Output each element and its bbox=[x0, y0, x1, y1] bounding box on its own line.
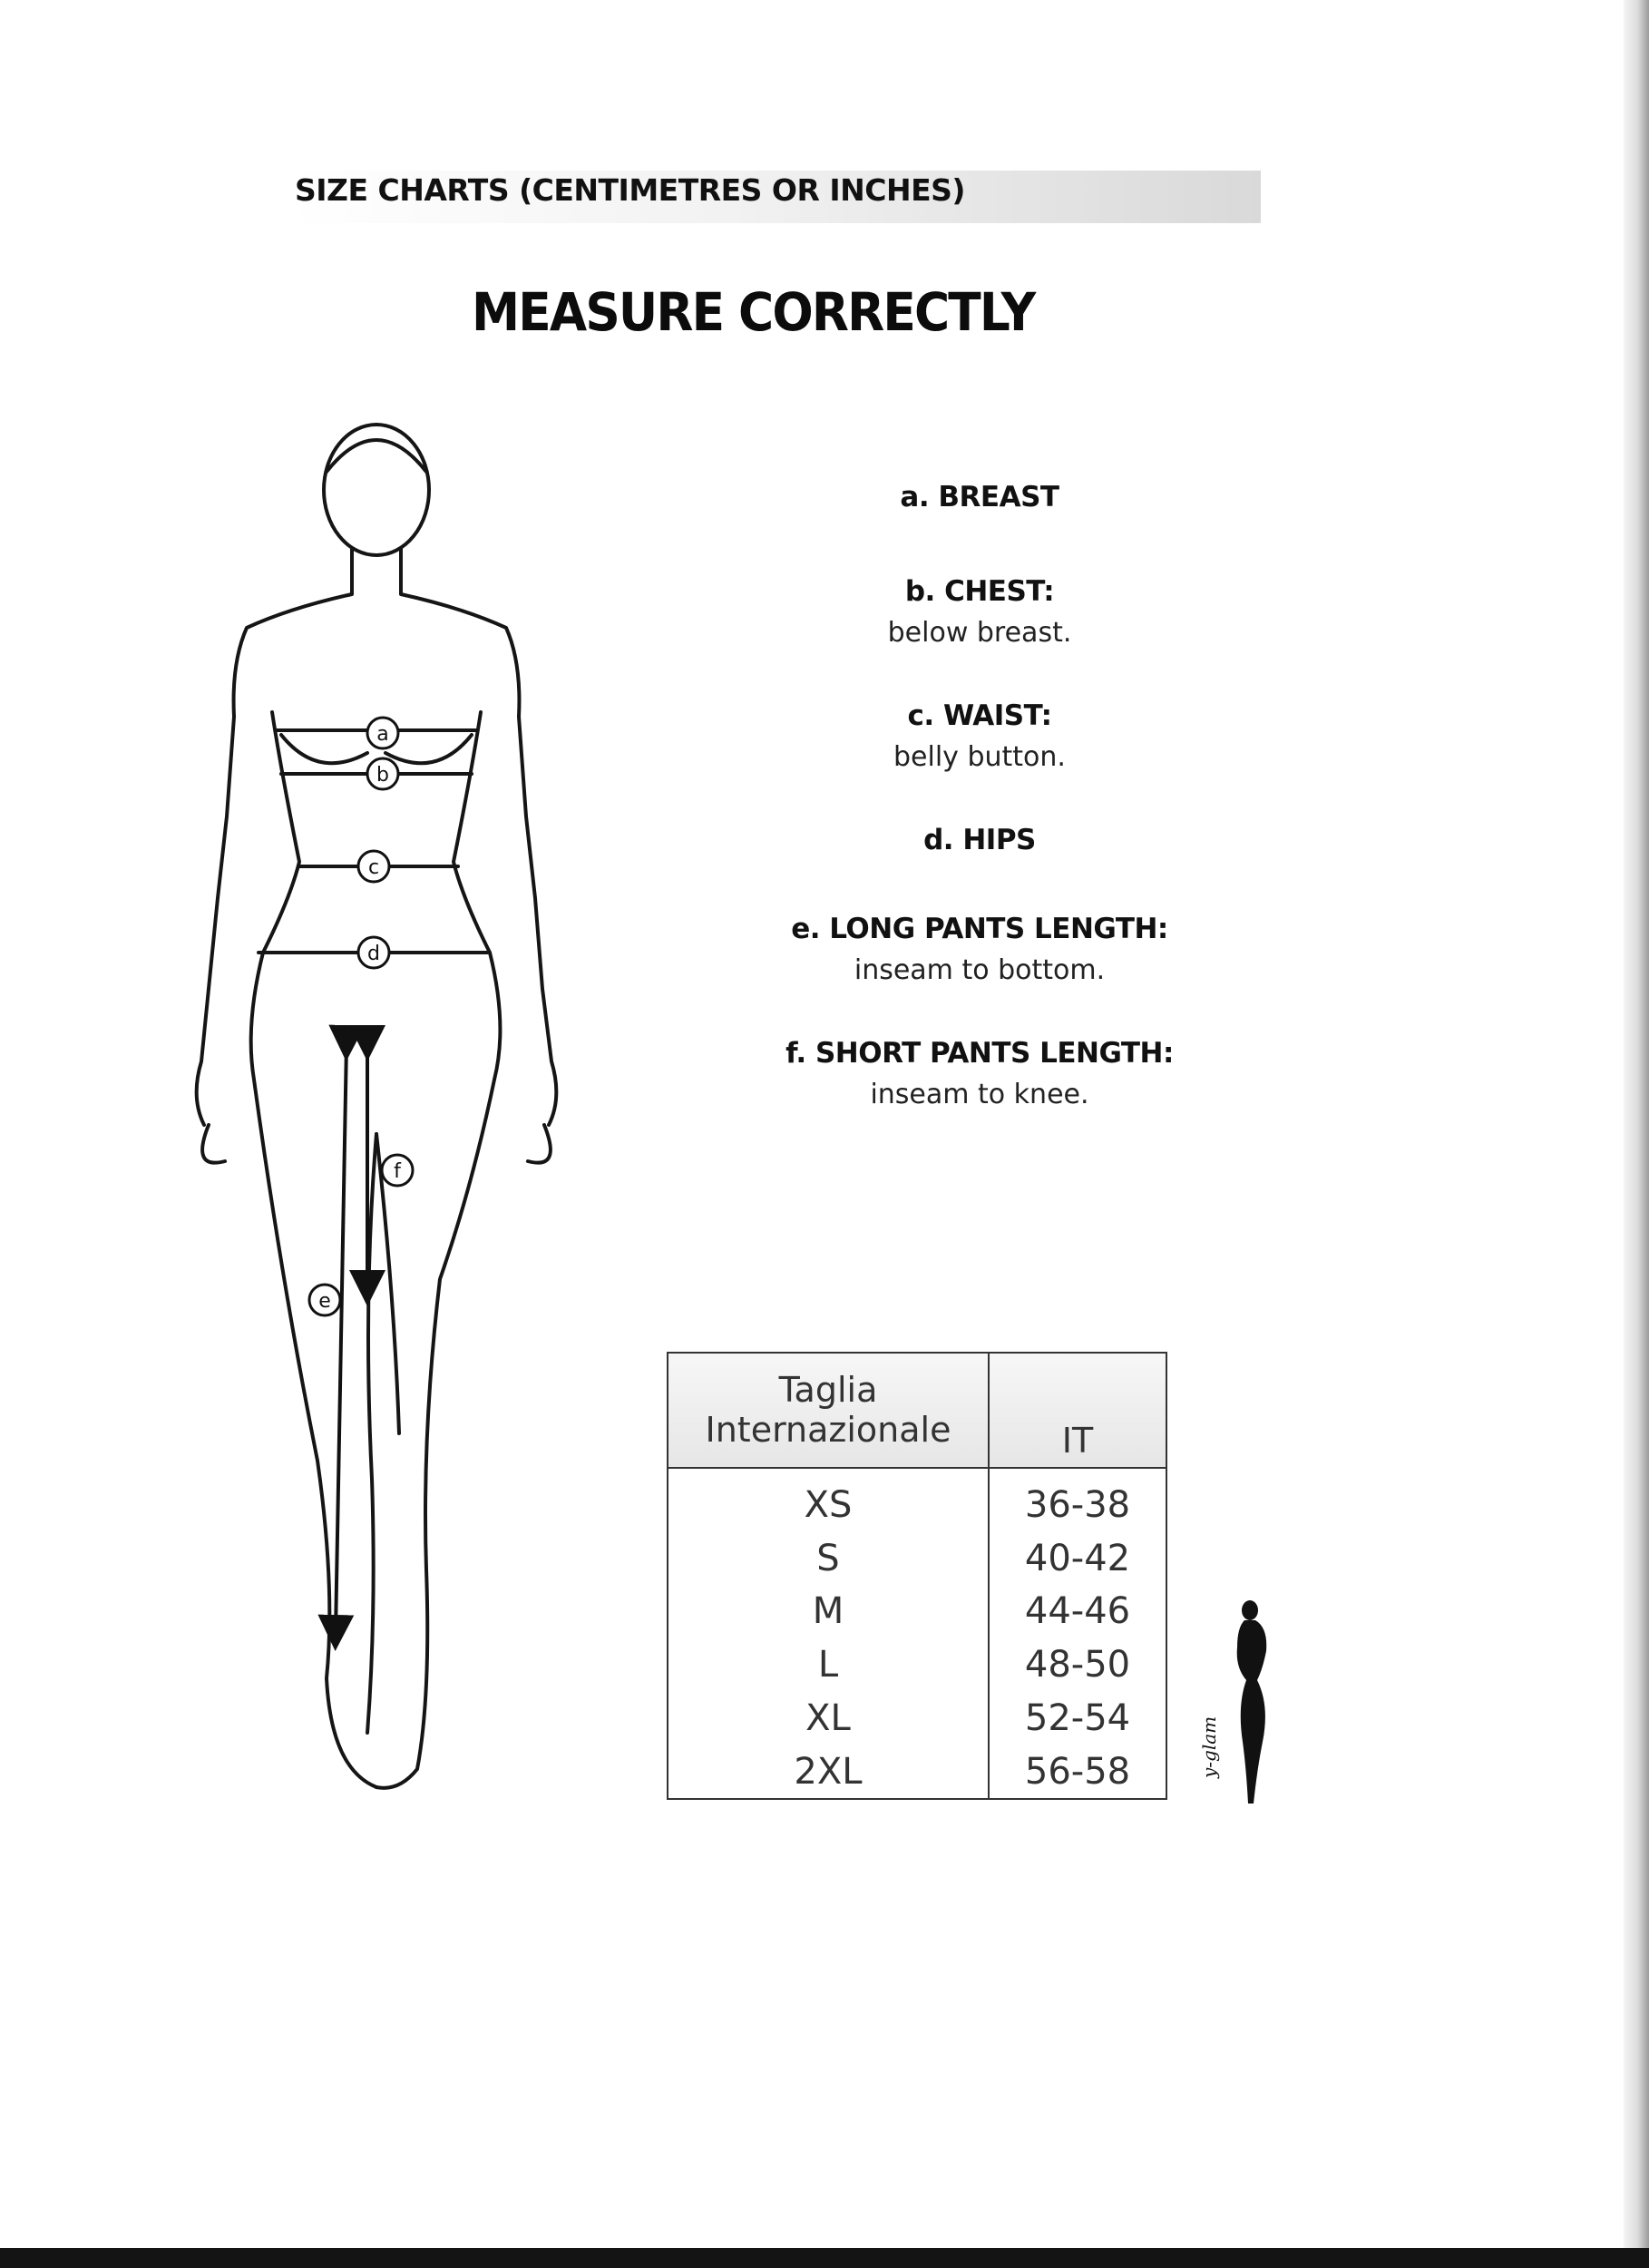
guide-item-short-pants bbox=[689, 1037, 1270, 1110]
guide-item-chest bbox=[689, 575, 1270, 649]
size-cell: XL bbox=[668, 1691, 989, 1745]
body-measurement-figure bbox=[181, 390, 571, 1814]
size-header-line1: Taglia bbox=[778, 1369, 878, 1410]
marker-e bbox=[309, 1285, 340, 1315]
marker-a bbox=[367, 718, 398, 748]
marker-f bbox=[382, 1155, 413, 1186]
logo-text: y-glam bbox=[1198, 1716, 1220, 1778]
size-cell: S bbox=[668, 1531, 989, 1585]
svg-text:f: f bbox=[394, 1160, 401, 1183]
it-column-header: IT bbox=[989, 1354, 1166, 1468]
guide-desc: belly button. bbox=[893, 741, 1066, 773]
marker-b bbox=[367, 758, 398, 789]
table-row bbox=[668, 1745, 1166, 1798]
guide-title: b. CHEST: bbox=[904, 575, 1055, 608]
marker-d bbox=[358, 937, 389, 968]
guide-title: c. WAIST: bbox=[907, 699, 1052, 732]
svg-text:b: b bbox=[376, 764, 389, 787]
guide-desc: inseam to knee. bbox=[870, 1079, 1089, 1110]
it-cell: 56-58 bbox=[1024, 1750, 1131, 1793]
scan-edge-bottom bbox=[0, 2248, 1649, 2268]
it-cell: 36-38 bbox=[1024, 1483, 1131, 1526]
size-charts-heading: SIZE CHARTS (CENTIMETRES OR INCHES) bbox=[295, 172, 966, 208]
scan-edge-right bbox=[1624, 0, 1649, 2268]
svg-text:d: d bbox=[367, 943, 380, 965]
guide-desc: inseam to bottom. bbox=[854, 954, 1106, 986]
size-cell: M bbox=[668, 1585, 989, 1638]
guide-item-waist bbox=[689, 699, 1270, 773]
page-title: MEASURE CORRECTLY bbox=[472, 281, 1035, 343]
table-row bbox=[668, 1691, 1166, 1745]
size-cell: 2XL bbox=[668, 1745, 989, 1798]
guide-item-breast bbox=[689, 481, 1270, 513]
it-cell: 40-42 bbox=[1024, 1537, 1131, 1579]
svg-text:a: a bbox=[376, 723, 389, 746]
size-table bbox=[667, 1352, 1167, 1800]
svg-text:c: c bbox=[367, 856, 380, 879]
guide-title: e. LONG PANTS LENGTH: bbox=[791, 913, 1168, 945]
size-column-header bbox=[668, 1354, 989, 1468]
table-row bbox=[668, 1585, 1166, 1638]
svg-text:e: e bbox=[318, 1290, 331, 1313]
brand-logo bbox=[1197, 1597, 1279, 1805]
guide-title: d. HIPS bbox=[923, 824, 1036, 856]
it-cell: 48-50 bbox=[1024, 1644, 1131, 1686]
table-row bbox=[668, 1638, 1166, 1692]
marker-c bbox=[358, 851, 389, 882]
guide-item-hips bbox=[689, 824, 1270, 856]
size-header-line2: Internazionale bbox=[705, 1409, 951, 1450]
table-row bbox=[668, 1468, 1166, 1531]
guide-desc: below breast. bbox=[887, 617, 1072, 649]
it-cell: 52-54 bbox=[1024, 1696, 1131, 1739]
it-cell: 44-46 bbox=[1024, 1590, 1131, 1633]
table-row bbox=[668, 1531, 1166, 1585]
size-cell: L bbox=[668, 1638, 989, 1692]
measurement-guide bbox=[689, 481, 1270, 1110]
guide-title: f. SHORT PANTS LENGTH: bbox=[785, 1037, 1174, 1070]
size-cell: XS bbox=[668, 1468, 989, 1531]
guide-item-long-pants bbox=[689, 913, 1270, 986]
guide-title: a. BREAST bbox=[900, 481, 1059, 513]
